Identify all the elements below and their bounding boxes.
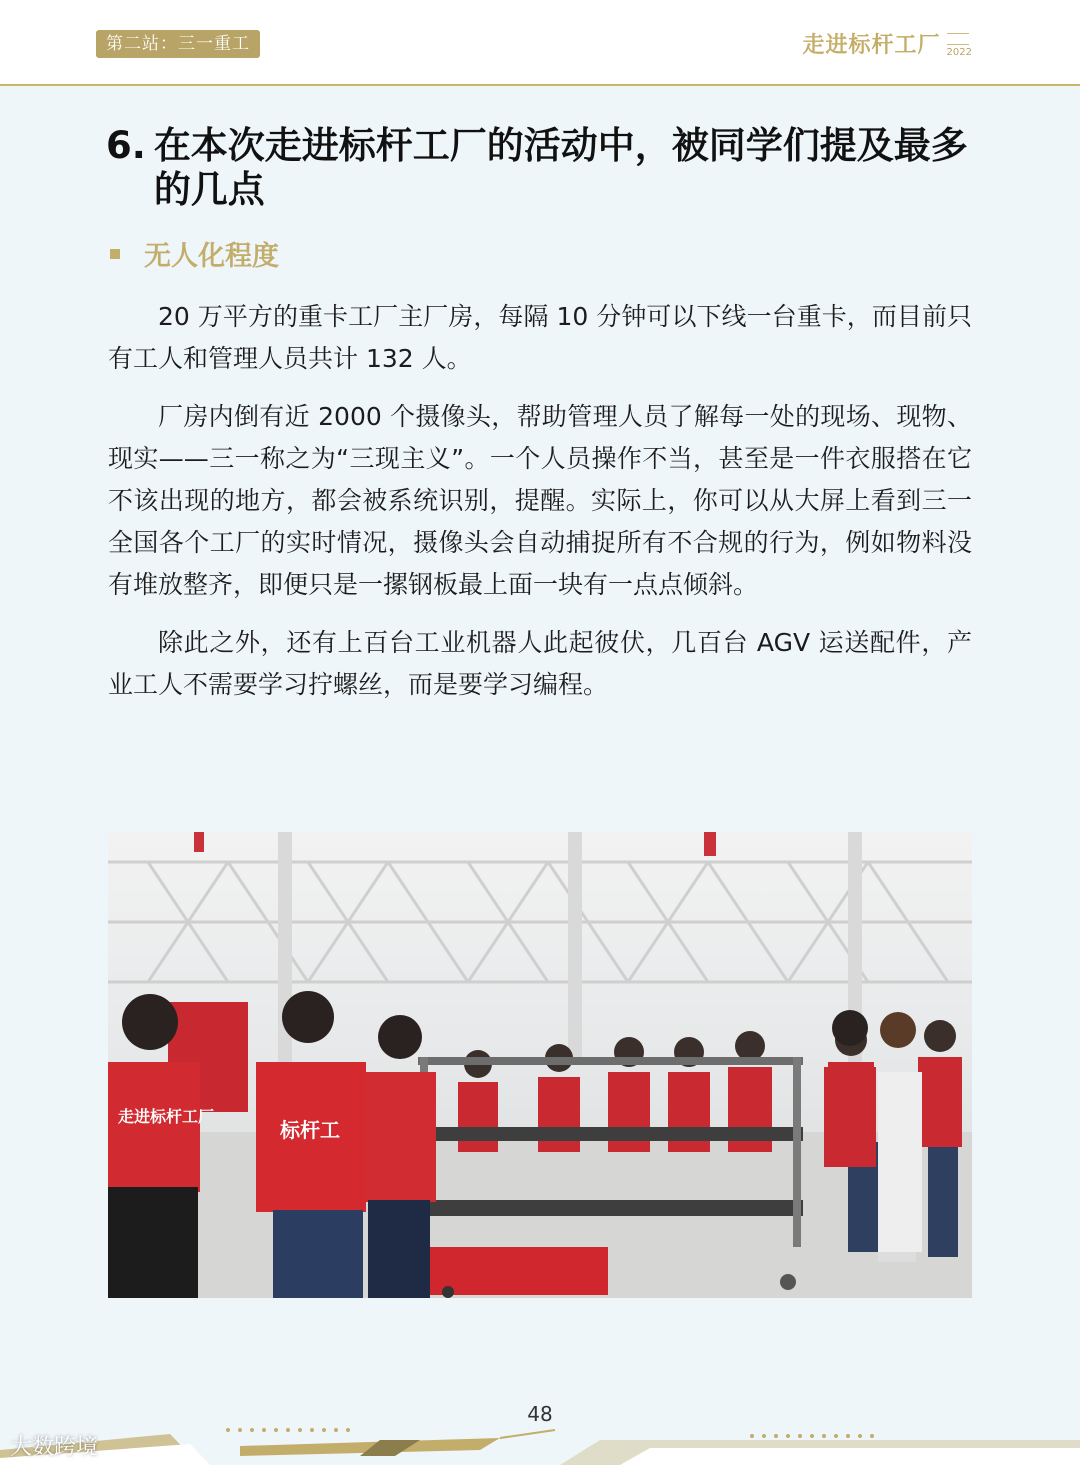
vest-logo-center: 标杆工 [280, 1118, 340, 1142]
watermark: 大数跨境 [10, 1435, 99, 1460]
brand-year: 2022 [946, 47, 972, 58]
ceiling-truss [108, 862, 972, 982]
photo-illustration [108, 832, 972, 1298]
page-heading [106, 124, 986, 212]
brand-logo [803, 28, 972, 59]
page-header [0, 0, 1080, 86]
brand-lines [947, 33, 969, 45]
vest-logo-left: 走进标杆工厂 [118, 1107, 215, 1126]
brand-title: 走进标杆工厂 [802, 33, 941, 58]
red-hooks [194, 832, 716, 856]
square-bullet-icon [110, 249, 120, 259]
subheading [110, 234, 279, 273]
paragraph: 厂房内倒有近 2000 个摄像头，帮助管理人员了解每一处的现场、现物、现实——三一称之为“三现主义”。一个人员操作不当，甚至是一件衣服搭在它不该出现的地方，都会被系统识别，提醒。实际上，你可以从大屏上看到三一全国各个工厂的实时情况，摄像头会自动捕捉所有不合规的行为，例如物料没有堆放整齐，即便只是一摞钢板最上面一块有一点点倾斜。 [108, 402, 972, 599]
subheading-text: 无人化程度 [144, 241, 279, 272]
heading-number: 6. [106, 124, 146, 167]
body-text [108, 296, 972, 722]
page-number: 48 [527, 1402, 553, 1426]
paragraph: 除此之外，还有上百台工业机器人此起彼伏，几百台 AGV 运送配件，产业工人不需要学习拧螺丝，而是要学习编程。 [108, 628, 972, 699]
factory-tour-photo [108, 832, 972, 1298]
section-tag: 第二站：三一重工 [96, 30, 260, 58]
footer-decoration [0, 1420, 1080, 1465]
paragraph: 20 万平方的重卡工厂主厂房，每隔 10 分钟可以下线一台重卡，而目前只有工人和管理人员共计 132 人。 [108, 302, 972, 373]
heading-text: 在本次走进标杆工厂的活动中，被同学们提及最多的几点 [153, 124, 968, 211]
brand-side [947, 33, 972, 59]
